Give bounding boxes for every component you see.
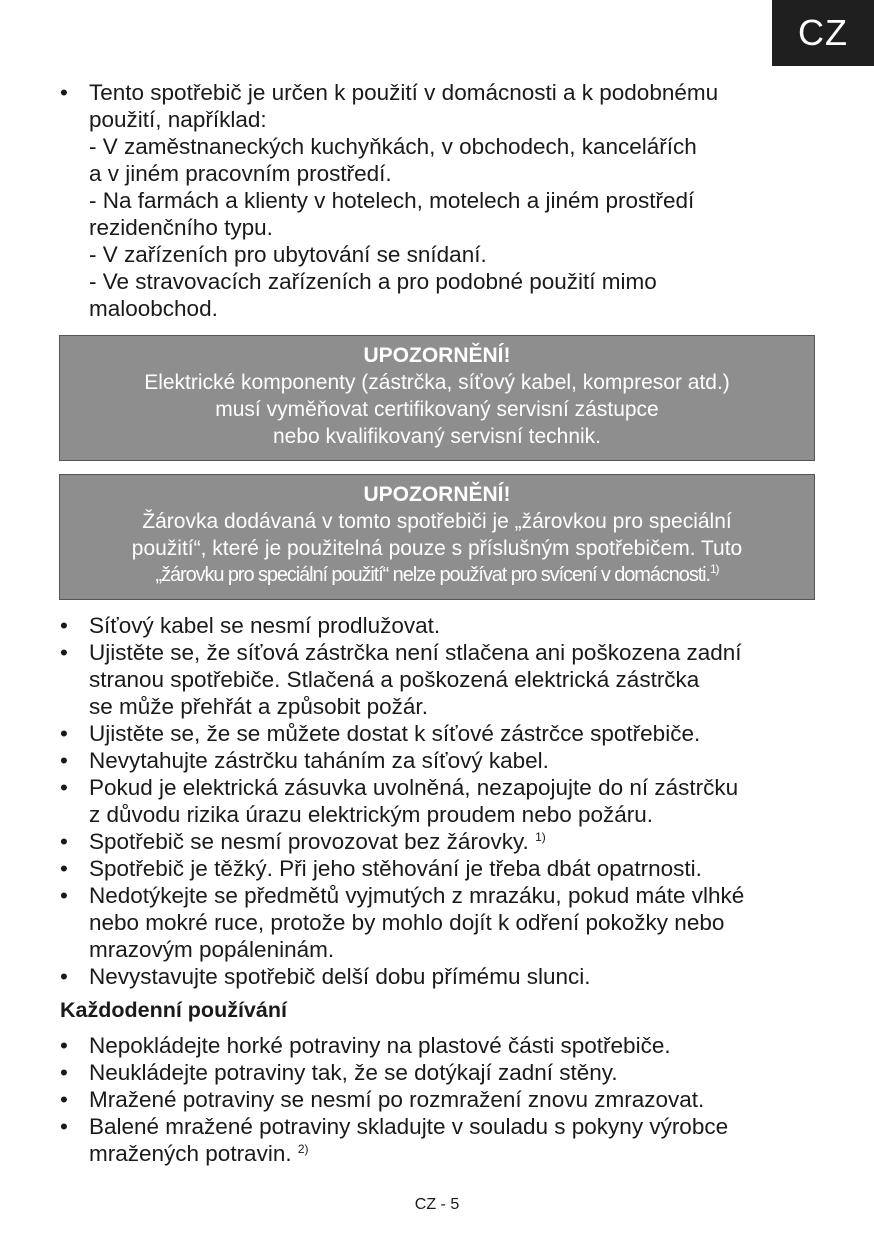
list-item-line: nebo mokré ruce, protože by mohlo dojít k odření pokožky nebo	[89, 910, 725, 935]
list-item-line: Síťový kabel se nesmí prodlužovat.	[89, 613, 441, 638]
warning-title: UPOZORNĚNÍ!	[363, 344, 511, 367]
intro-item	[60, 79, 820, 322]
bullet-icon: •	[60, 856, 68, 881]
list-item	[60, 1113, 820, 1167]
intro-sub-item	[89, 268, 820, 322]
sub-line: - V zaměstnaneckých kuchyňkách, v obchodech, kancelářích	[89, 134, 697, 159]
warning-line: Elektrické komponenty (zástrčka, síťový kabel, kompresor atd.)	[144, 371, 730, 394]
intro-line: Tento spotřebič je určen k použití v domácnosti a k podobnému	[89, 80, 719, 105]
sub-line: - Na farmách a klienty v hotelech, motelech a jiném prostředí	[89, 188, 695, 213]
list-item	[60, 855, 820, 882]
page-number: CZ - 5	[414, 1196, 460, 1213]
bullet-icon: •	[60, 964, 68, 989]
list-item	[60, 720, 820, 747]
warning-title: UPOZORNĚNÍ!	[363, 483, 511, 506]
list-item-line: Pokud je elektrická zásuvka uvolněná, nezapojujte do ní zástrčku	[89, 775, 739, 800]
warning-line: musí vyměňovat certifikovaný servisní zástupce	[215, 398, 659, 421]
warning-line: použití“, které je použitelná pouze s příslušným spotřebičem. Tuto	[131, 537, 743, 560]
list-item-line: mrazovým popáleninám.	[89, 937, 335, 962]
intro-sub-item	[89, 133, 820, 187]
list-item	[60, 828, 820, 855]
bullet-icon: •	[60, 883, 68, 908]
list-item-line: Nepokládejte horké potraviny na plastové části spotřebiče.	[89, 1033, 671, 1058]
list-item-line: stranou spotřebiče. Stlačená a poškozená elektrická zástrčka	[89, 667, 700, 692]
bullet-icon: •	[60, 829, 68, 854]
bullet-icon: •	[60, 640, 68, 665]
list-item-line-wrap	[89, 828, 820, 855]
list-item-line: Ujistěte se, že se můžete dostat k síťové zástrčce spotřebiče.	[89, 721, 701, 746]
list-item	[60, 1086, 820, 1113]
sub-line: - V zařízeních pro ubytování se snídaní.	[89, 242, 487, 267]
bullet-icon: •	[60, 1114, 68, 1139]
list-item-line: Spotřebič se nesmí provozovat bez žárovky.	[89, 829, 529, 854]
list-item-line: Balené mražené potraviny skladujte v souladu s pokyny výrobce	[89, 1114, 729, 1139]
list-item-line: Nevystavujte spotřebič delší dobu přímému slunci.	[89, 964, 591, 989]
footnote-ref: 1)	[709, 562, 719, 576]
list-item	[60, 882, 820, 963]
footnote-ref: 2)	[297, 1142, 309, 1156]
list-item-line: Mražené potraviny se nesmí po rozmražení znovu zmrazovat.	[89, 1087, 705, 1112]
bullet-icon: •	[60, 775, 68, 800]
bullet-icon: •	[60, 721, 68, 746]
warning-box-bulb	[59, 474, 815, 600]
list-item-line: Neukládejte potraviny tak, že se dotýkají zadní stěny.	[89, 1060, 618, 1085]
sub-line: - Ve stravovacích zařízeních a pro podobné použití mimo	[89, 269, 657, 294]
warning-line: Žárovka dodávaná v tomto spotřebiči je „žárovkou pro speciální	[142, 510, 732, 533]
list-item	[60, 612, 820, 639]
list-item	[60, 1032, 820, 1059]
sub-line: a v jiném pracovním prostředí.	[89, 161, 392, 186]
list-item	[60, 747, 820, 774]
warning-last-text: „žárovku pro speciální použití“ nelze používat pro svícení v domácnosti.	[155, 564, 710, 586]
list-item-line: mražených potravin.	[89, 1141, 292, 1166]
bullet-icon: •	[60, 1087, 68, 1112]
sub-line: rezidenčního typu.	[89, 215, 273, 240]
warning-line-last	[68, 562, 806, 589]
intro-sub-item	[89, 241, 820, 268]
intro-list	[60, 79, 820, 322]
bullet-icon: •	[60, 748, 68, 773]
bullet-icon: •	[60, 1033, 68, 1058]
section-heading: Každodenní používání	[60, 998, 287, 1022]
language-tab: CZ	[772, 0, 874, 66]
bullet-icon: •	[60, 80, 68, 105]
warning-box-components	[59, 335, 815, 461]
list-item	[60, 1059, 820, 1086]
list-item-line-wrap	[89, 1140, 820, 1167]
daily-use-list	[60, 1032, 820, 1167]
list-item	[60, 639, 820, 720]
safety-list	[60, 612, 820, 990]
warning-line: nebo kvalifikovaný servisní technik.	[273, 425, 601, 448]
sub-line: maloobchod.	[89, 296, 218, 321]
list-item	[60, 963, 820, 990]
list-item-line: Nedotýkejte se předmětů vyjmutých z mrazáku, pokud máte vlhké	[89, 883, 745, 908]
list-item-line: Spotřebič je těžký. Při jeho stěhování je třeba dbát opatrnosti.	[89, 856, 702, 881]
list-item-line: Nevytahujte zástrčku taháním za síťový kabel.	[89, 748, 549, 773]
page-content	[60, 79, 820, 1167]
footnote-ref: 1)	[535, 830, 546, 844]
list-item-line: Ujistěte se, že síťová zástrčka není stlačena ani poškozena zadní	[89, 640, 742, 665]
intro-line: použití, například:	[89, 107, 267, 132]
bullet-icon: •	[60, 613, 68, 638]
list-item-line: z důvodu rizika úrazu elektrickým proudem nebo požáru.	[89, 802, 654, 827]
bullet-icon: •	[60, 1060, 68, 1085]
intro-sub-item	[89, 187, 820, 241]
list-item	[60, 774, 820, 828]
list-item-line: se může přehřát a způsobit požár.	[89, 694, 428, 719]
